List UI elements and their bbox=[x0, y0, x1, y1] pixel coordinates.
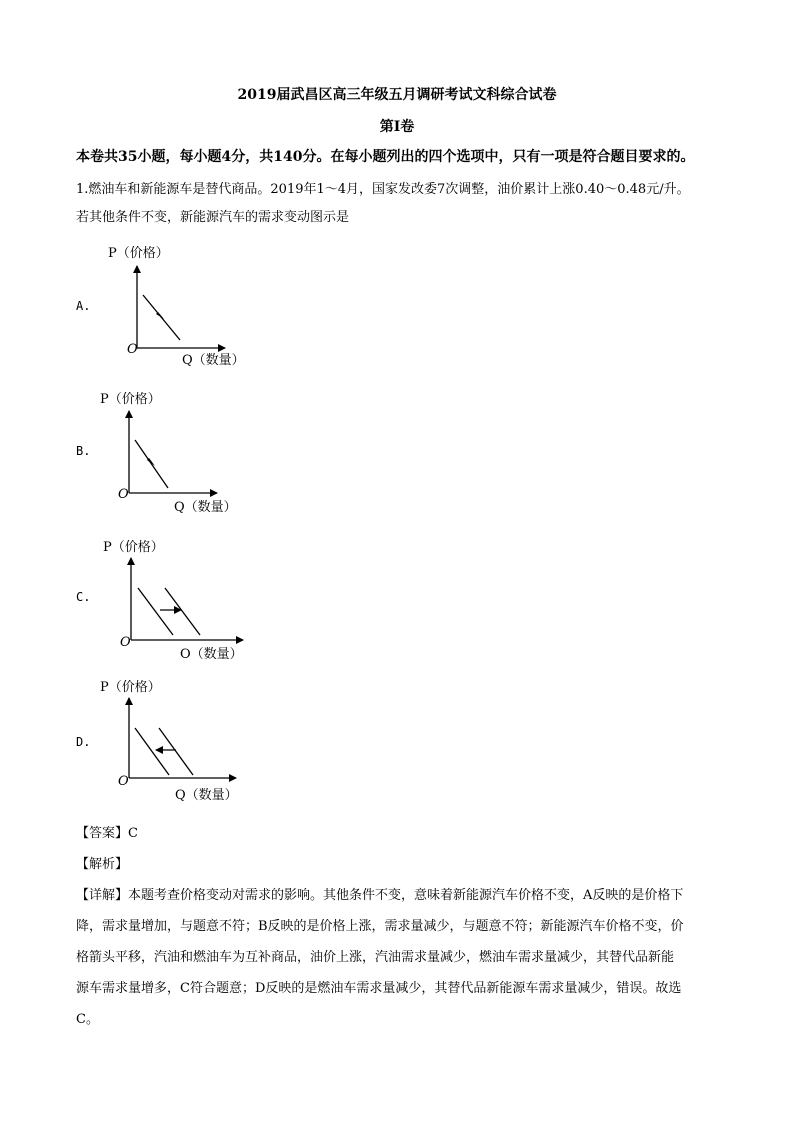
option-a-graph bbox=[100, 240, 270, 375]
movement-arrow bbox=[147, 458, 155, 466]
x-axis-label: Q（数量） bbox=[174, 500, 237, 515]
demand-curve-shifted bbox=[165, 588, 200, 635]
origin-label: O bbox=[118, 487, 129, 502]
demand-curve bbox=[143, 295, 180, 340]
analysis-heading: 【解析】 bbox=[76, 857, 129, 872]
exam-title: 2019届武昌区高三年级五月调研考试文科综合试卷 bbox=[237, 87, 557, 103]
y-axis-label: P（价格） bbox=[108, 246, 169, 261]
option-d-letter: D. bbox=[76, 735, 91, 749]
y-axis-label: P（价格） bbox=[100, 392, 161, 407]
origin-label: O bbox=[127, 342, 138, 357]
origin-label: O bbox=[120, 635, 131, 650]
y-axis-label: P（价格） bbox=[100, 680, 161, 695]
option-b-graph bbox=[93, 385, 263, 520]
analysis-detail bbox=[76, 880, 726, 1035]
demand-curve-original bbox=[138, 588, 173, 635]
detail-line: 【详解】本题考查价格变动对需求的影响。其他条件不变，意味着新能源汽车价格不变，A反映的是价格下 bbox=[76, 888, 684, 903]
origin-label: O bbox=[118, 774, 129, 789]
question-line-2: 若其他条件不变，新能源汽车的需求变动图示是 bbox=[76, 210, 350, 225]
question-line-1: 1.燃油车和新能源车是替代商品。2019年1～4月，国家发改委7次调整，油价累计上涨0.40～0.48元/升。 bbox=[76, 182, 690, 197]
detail-line: 源车需求量增多，C符合题意；D反映的是燃油车需求量减少，其替代品新能源车需求量减少，错误。故选 bbox=[76, 981, 682, 996]
x-axis-label: O（数量） bbox=[180, 647, 243, 662]
detail-line: C。 bbox=[76, 1012, 99, 1027]
option-b-letter: B. bbox=[76, 444, 91, 458]
x-axis-label: Q（数量） bbox=[182, 353, 245, 368]
y-axis-label: P（价格） bbox=[103, 540, 164, 555]
x-axis-label: Q（数量） bbox=[175, 788, 238, 803]
option-a-letter: A. bbox=[76, 299, 91, 313]
instructions: 本卷共35小题，每小题4分，共140分。在每小题列出的四个选项中，只有一项是符合题目要求的。 bbox=[76, 149, 695, 165]
section-heading: 第Ⅰ卷 bbox=[379, 119, 415, 135]
movement-arrow bbox=[156, 312, 164, 319]
answer: 【答案】C bbox=[76, 826, 138, 841]
detail-line: 降，需求量增加，与题意不符；B反映的是价格上涨，需求量减少，与题意不符；新能源汽车价格不变，价 bbox=[76, 919, 684, 934]
detail-line: 格箭头平移，汽油和燃油车为互补商品，油价上涨，汽油需求量减少，燃油车需求量减少，其替代品新能 bbox=[76, 950, 675, 965]
option-c-letter: C. bbox=[76, 590, 91, 604]
option-c-graph bbox=[95, 533, 275, 668]
option-d-graph bbox=[93, 673, 273, 808]
demand-curve bbox=[135, 440, 168, 488]
